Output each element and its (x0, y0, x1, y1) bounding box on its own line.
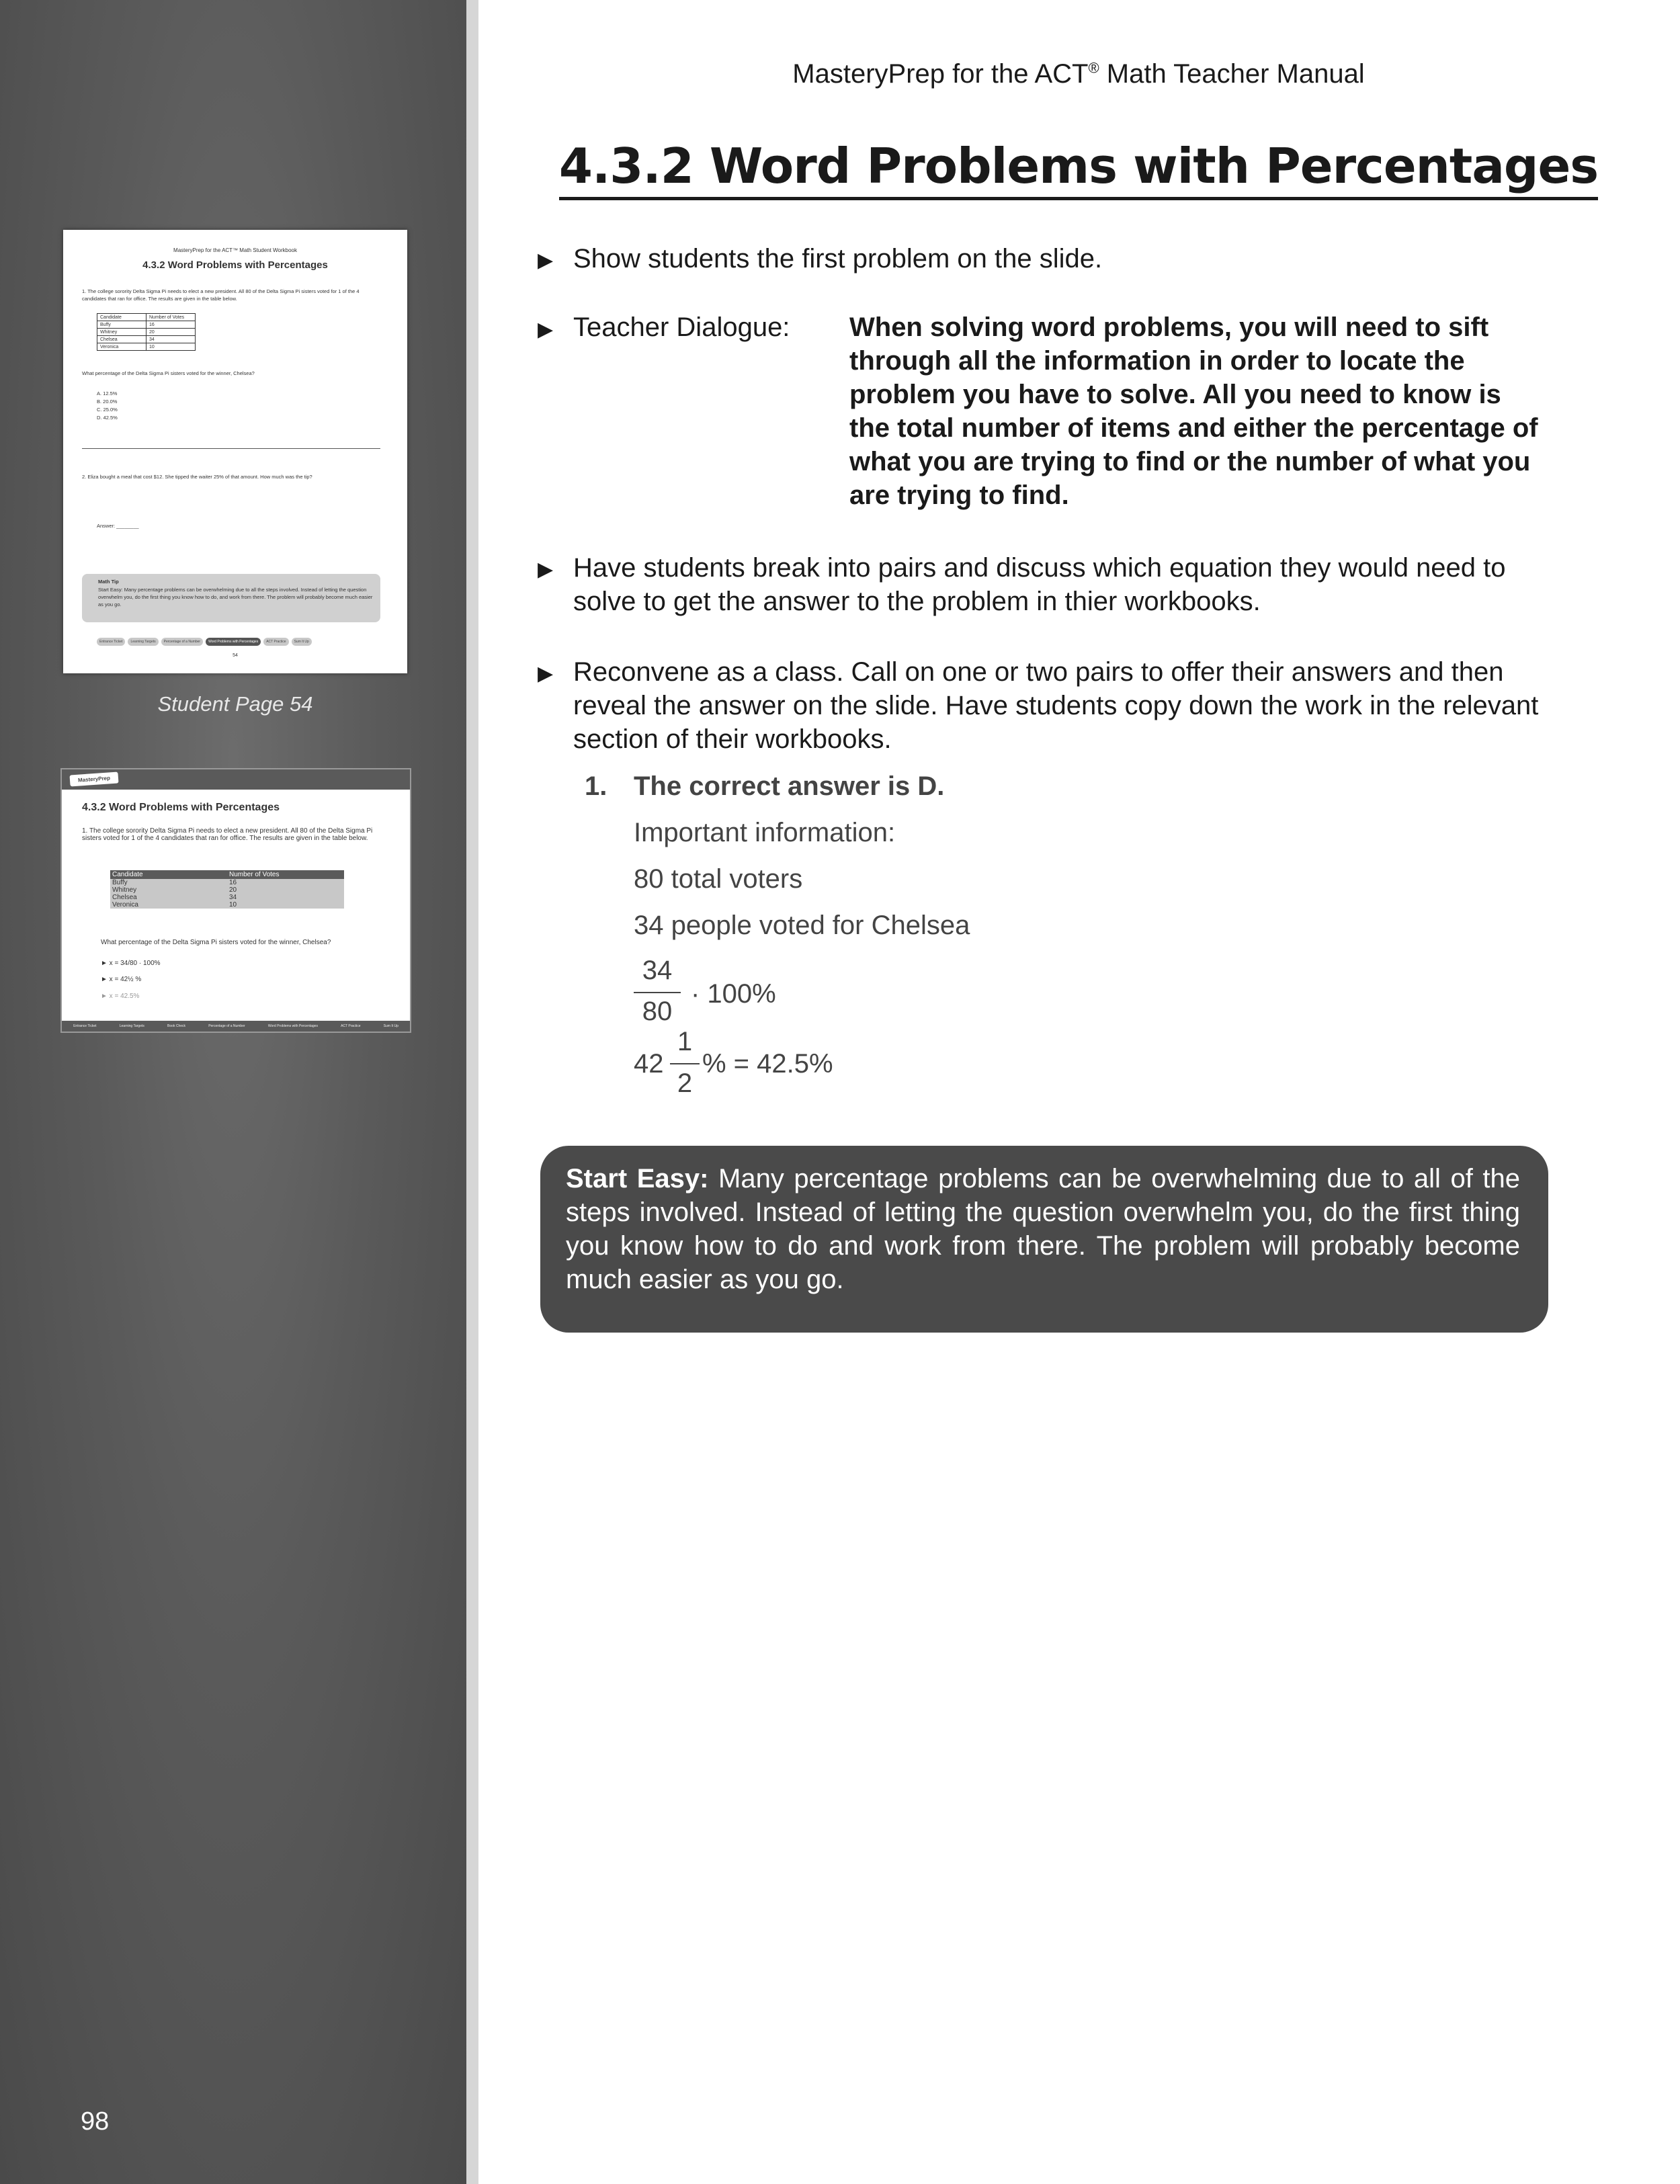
answer-number: 1. (585, 771, 607, 801)
fraction-denominator: 80 (642, 997, 673, 1026)
mixed-numerator: 1 (677, 1027, 693, 1056)
total-voters: 80 total voters (634, 864, 803, 894)
fraction-bar (670, 1063, 700, 1064)
important-info-label: Important information: (634, 818, 896, 847)
tip-text (566, 1162, 1520, 1296)
bullet-text: Show students the first problem on the slide. (573, 244, 1103, 274)
bullet-text: Reconvene as a class. Call on one or two pairs to offer their answers and then reveal the answer on the slide. Have students copy down the work in the relevant section of their workbooks. (573, 657, 1539, 754)
masteryprep-logo: MasteryPrep (69, 772, 118, 787)
student-page-thumbnail[interactable] (63, 230, 407, 673)
math-tip-box (540, 1146, 1548, 1333)
bullet-arrow-icon: ▶ (538, 319, 554, 341)
thumb-divider (82, 448, 380, 449)
thumb-answer-line: Answer: ________ (97, 523, 139, 529)
thumb-tip-box (82, 574, 380, 622)
slide-table: Candidate Number of Votes Buffy Whitney Chelsea Veronica 16 20 34 10 (110, 870, 344, 909)
bullet-arrow-icon: ▶ (538, 663, 554, 685)
page-number: 98 (81, 2107, 110, 2136)
page-title: 4.3.2 Word Problems with Percentages (559, 138, 1598, 200)
thumb-question-1: 1. The college sorority Delta Sigma Pi needs to elect a new president. All 80 of the Delta Sigma Pi sisters voted for 1 of the 4 candidates that ran for office. The results are given in the table below. (82, 288, 360, 302)
thumb-page-number: 54 (233, 653, 238, 658)
mixed-denominator: 2 (677, 1068, 693, 1098)
bullet-text: Have students break into pairs and discuss which equation they would need to solve to get the answer to the problem in thier workbooks. (573, 553, 1506, 616)
bullet-arrow-icon: ▶ (538, 558, 554, 581)
tip-label: Start Easy: (566, 1164, 709, 1193)
slide-step: ► x = 42.5% (101, 993, 140, 1000)
thumb-table: Candidate Number of Votes Buffy 16 Whitney 20 Chelsea 34 Veronica 10 (97, 313, 196, 351)
thumb-question-text: What percentage of the Delta Sigma Pi sisters voted for the winner, Chelsea? (82, 370, 255, 376)
sidebar (0, 0, 466, 2184)
tip-body: Many percentage problems can be overwhelming due to all of the steps involved. Instead of letting the question overwhelm you, do the first thing you know how to do and work from there. The problem will probably become much easier as you go. (566, 1164, 1520, 1294)
thumb-tip-title: Math Tip (98, 579, 119, 585)
slide-step: ► x = 34/80 · 100% (101, 960, 161, 967)
thumb-choice: C. 25.0% (97, 407, 118, 413)
slide-question-1: 1. The college sorority Delta Sigma Pi needs to elect a new president. All 80 of the Delta Sigma Pi sisters voted for 1 of the 4 candidates that ran for office. The results are given in the table below. (82, 827, 373, 842)
student-page-caption: Student Page 54 (157, 692, 313, 716)
mixed-whole: 42 (634, 1049, 664, 1079)
thumb-question-2: 2. Eliza bought a meal that cost $12. She tipped the waiter 25% of that amount. How much was the tip? (82, 474, 312, 480)
slide-thumbnail[interactable] (60, 768, 411, 1033)
slide-nav: Entrance Ticket Learning Targets Book Check Percentage of a Number Word Problems with Percentages ACT Practice Sum It Up (62, 1021, 410, 1032)
chelsea-votes: 34 people voted for Chelsea (634, 911, 970, 940)
slide-header-bar (62, 769, 410, 790)
thumb-choice: D. 42.5% (97, 415, 118, 421)
teacher-dialogue: When solving word problems, you will need to sift through all the information in order to locate the problem you have to solve. All you need to know is the total number of items and either the percentage of what you are trying to find or the number of what you are trying to find. (849, 312, 1538, 510)
bullet-arrow-icon: ▶ (538, 249, 554, 271)
thumb-title: 4.3.2 Word Problems with Percentages (142, 259, 328, 271)
fraction-numerator: 34 (642, 956, 673, 985)
fraction-multiplier: · 100% (691, 979, 776, 1009)
thumb-choice: A. 12.5% (97, 390, 118, 396)
thumb-tip-text: Start Easy: Many percentage problems can be overwhelming due to all the steps involved. Instead of letting the question overwhelm you, do the first thing you know how to do, and work from there. The problem will probably become much easier as you go. (98, 587, 373, 607)
running-header: MasteryPrep for the ACT® Math Teacher Manual (792, 59, 1365, 89)
correct-answer: The correct answer is D. (634, 771, 945, 801)
thumb-nav: Entrance Ticket Learning Targets Percentage of a Number Word Problems with Percentages ACT Practice Sum It Up (97, 638, 312, 646)
fraction-bar (634, 992, 681, 993)
mixed-result: % = 42.5% (702, 1049, 833, 1079)
dialogue-label: Teacher Dialogue: (573, 312, 790, 342)
slide-question-text: What percentage of the Delta Sigma Pi sisters voted for the winner, Chelsea? (101, 939, 331, 946)
thumb-choice: B. 20.0% (97, 398, 118, 405)
sidebar-edge (466, 0, 478, 2184)
slide-step: ► x = 42½ % (101, 976, 142, 983)
slide-title: 4.3.2 Word Problems with Percentages (82, 802, 280, 813)
thumb-header: MasteryPrep for the ACT™ Math Student Workbook (173, 247, 297, 253)
